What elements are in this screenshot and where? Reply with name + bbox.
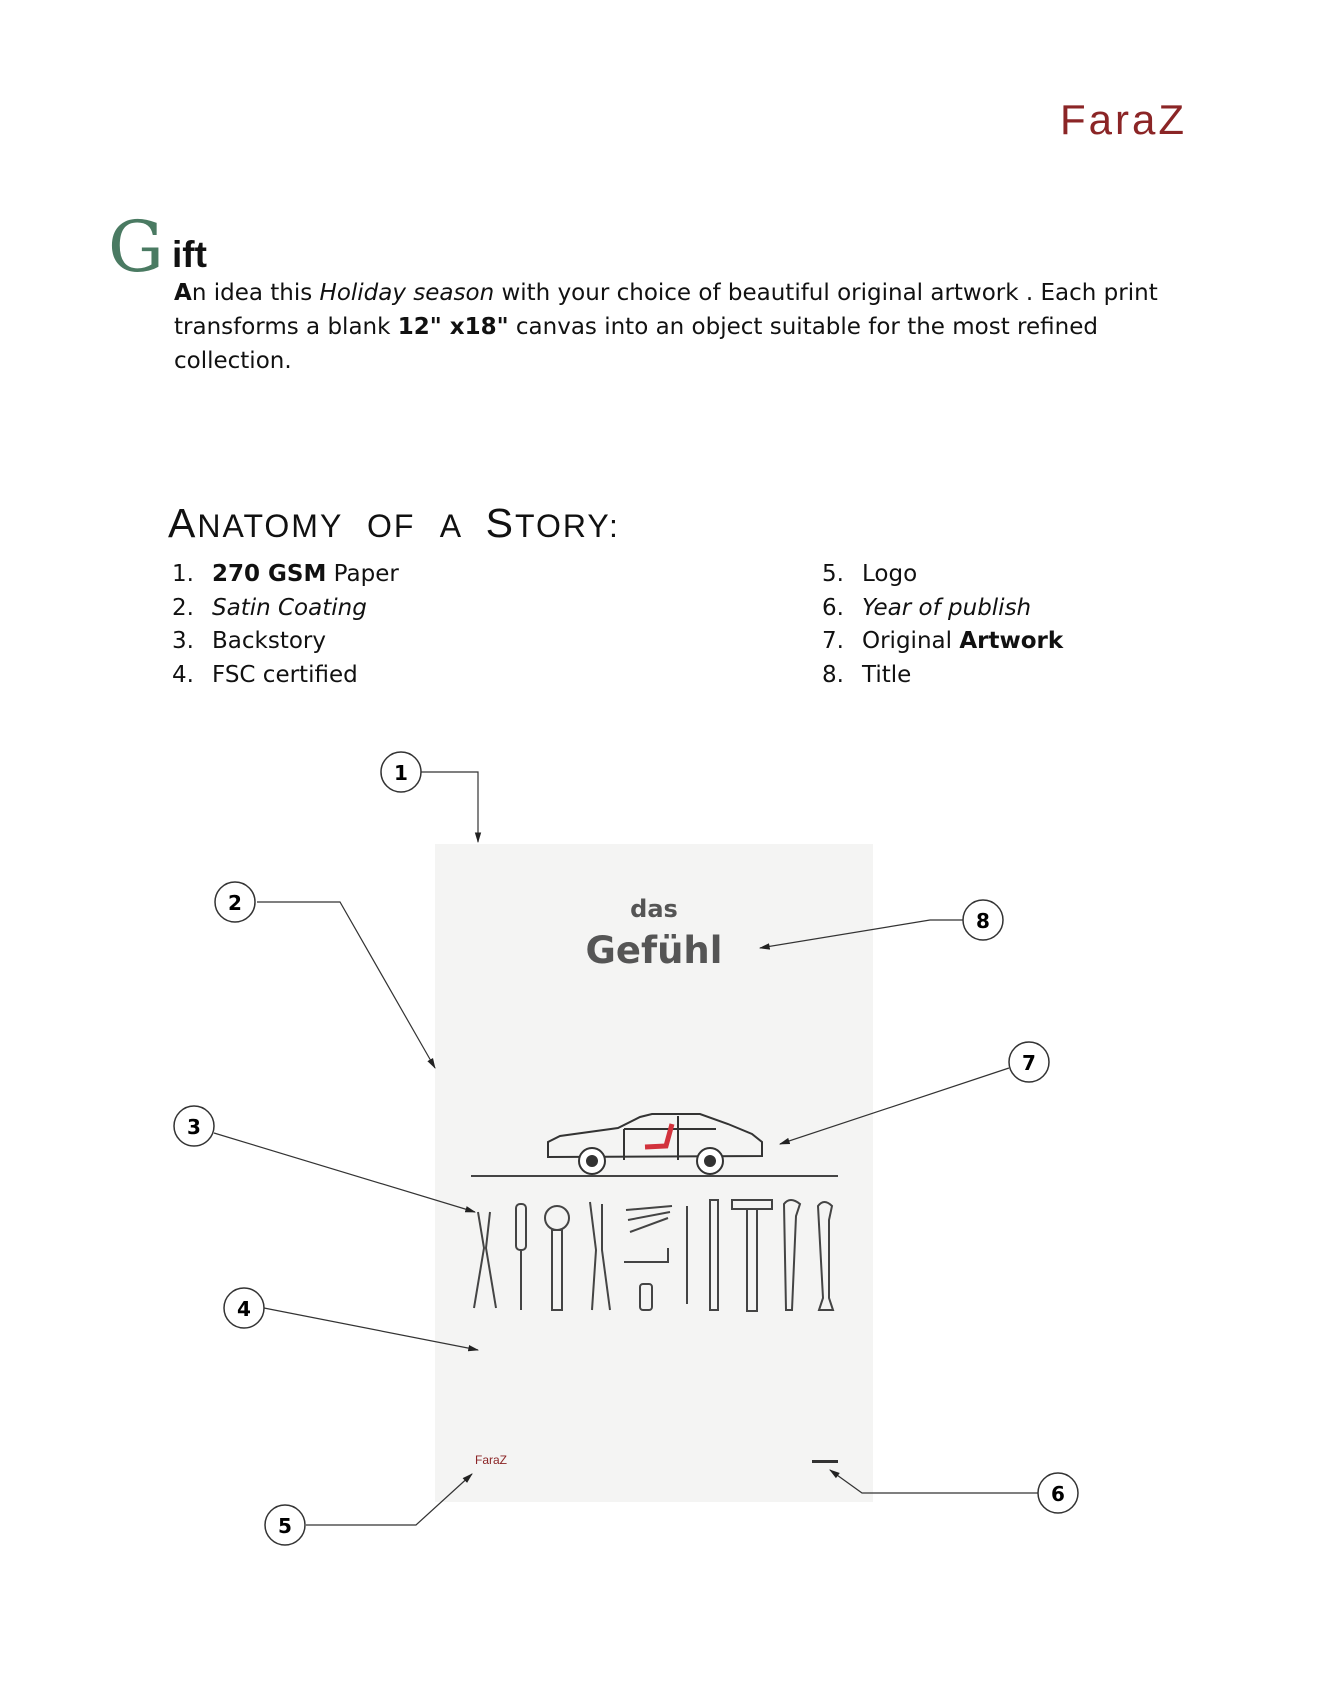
poster-year-mark	[812, 1460, 838, 1463]
svg-text:6: 6	[1051, 1482, 1065, 1506]
callout-6	[1038, 1473, 1078, 1513]
poster-title-line2: Gefühl	[585, 929, 723, 972]
callout-2	[215, 882, 255, 922]
heading-drop-cap: G	[108, 206, 164, 288]
heading-title: ift	[172, 234, 207, 275]
svg-text:4: 4	[237, 1297, 251, 1321]
callout-5	[265, 1505, 305, 1545]
svg-text:5: 5	[278, 1514, 292, 1538]
list-item: 3. Backstory	[172, 628, 326, 654]
poster-logo-small: FaraZ	[475, 1453, 508, 1467]
intro-italic: Holiday season	[319, 280, 495, 306]
intro-size: 12" x18"	[397, 314, 509, 340]
callout-1	[381, 752, 421, 792]
svg-text:3: 3	[187, 1115, 201, 1139]
callout-3	[174, 1106, 214, 1146]
callout-4	[224, 1288, 264, 1328]
list-item: 1. 270 GSM Paper	[172, 561, 399, 587]
intro-text-c: canvas into an object suitable for the most refined collection.	[174, 314, 1098, 374]
svg-text:8: 8	[976, 909, 990, 933]
anatomy-heading: ANATOMY OF A STORY:	[168, 500, 620, 546]
intro-bold-initial: A	[174, 280, 192, 306]
svg-text:2: 2	[228, 891, 242, 915]
intro-text-a: n idea this	[191, 280, 320, 306]
list-item: 4. FSC certified	[172, 661, 358, 688]
poster-title-line1: das	[630, 895, 678, 923]
list-item: 7. Original Artwork	[822, 628, 1064, 654]
callout-8	[963, 900, 1003, 940]
list-item: 2. Satin Coating	[172, 594, 367, 621]
list-item: 5. Logo	[822, 561, 918, 587]
intro-text-b: with your choice of beautiful original artwork . Each print transforms a blank	[174, 280, 1158, 340]
callout-7	[1009, 1042, 1049, 1082]
svg-text:7: 7	[1022, 1051, 1036, 1075]
list-item: 8. Title	[822, 661, 912, 688]
list-item: 6. Year of publish	[822, 594, 1032, 621]
brand-logo: FaraZ	[1060, 96, 1188, 143]
svg-text:1: 1	[394, 761, 408, 785]
